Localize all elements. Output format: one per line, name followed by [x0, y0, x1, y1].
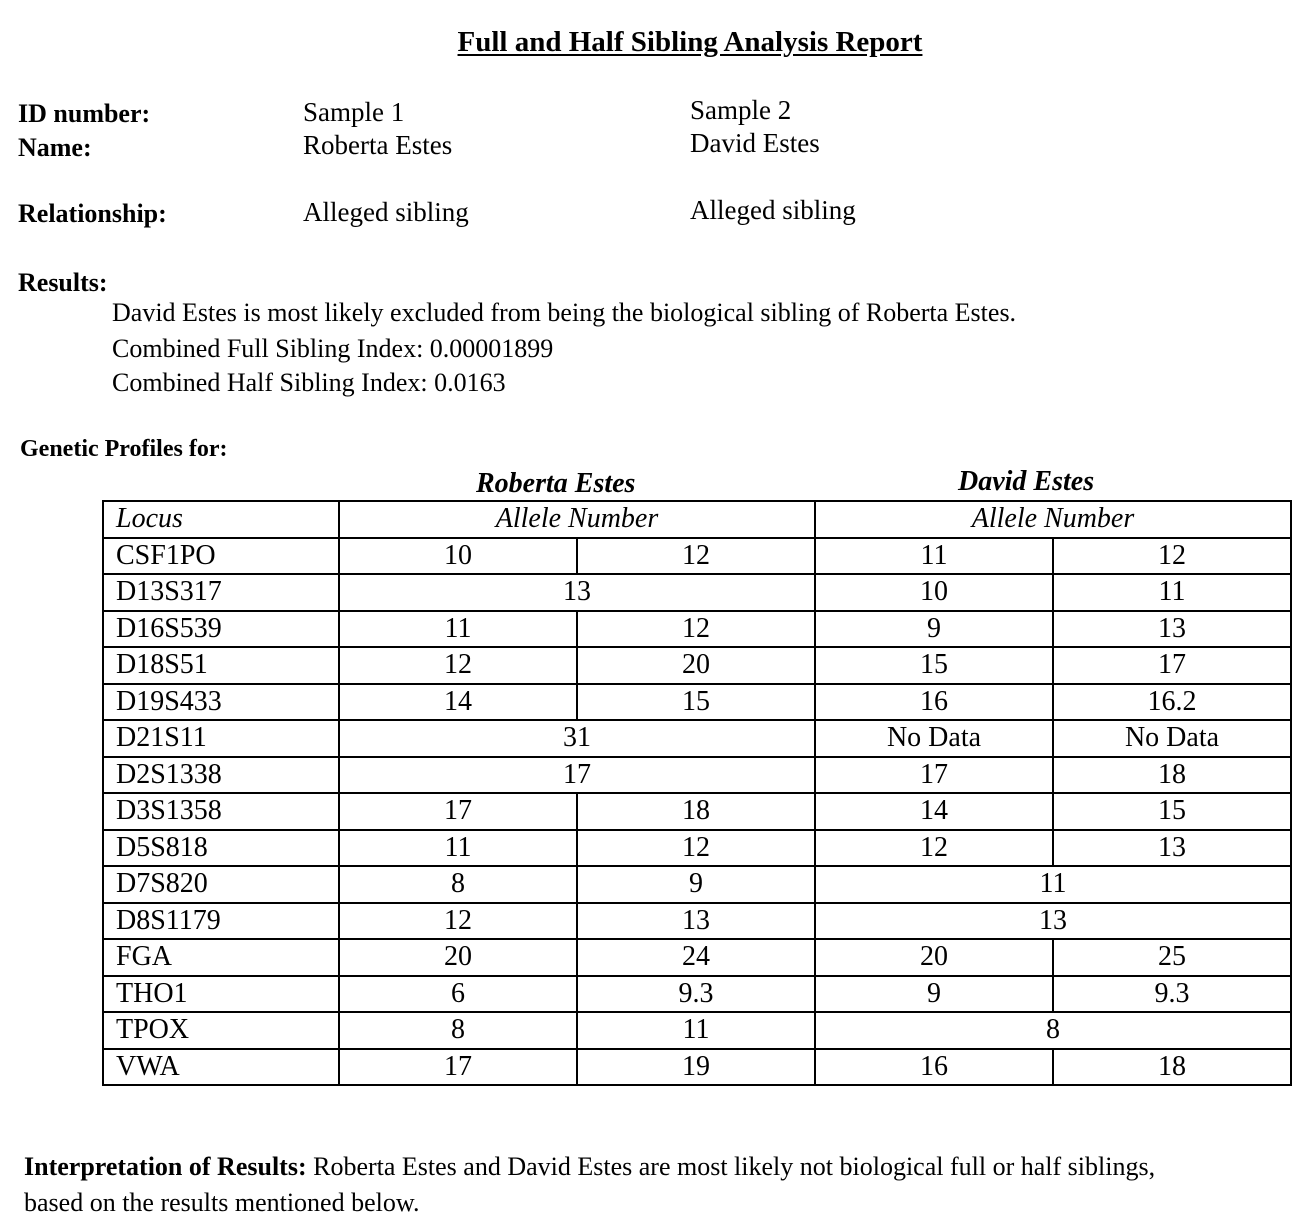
genetic-profiles-label: Genetic Profiles for: — [20, 436, 228, 462]
table-row — [103, 647, 1291, 684]
roberta-allele-cell: 17 — [339, 793, 577, 830]
david-allele-cell: 8 — [815, 1012, 1291, 1049]
david-allele-cell: 13 — [1053, 830, 1291, 867]
roberta-allele-cell: 9.3 — [577, 976, 815, 1013]
locus-cell: D18S51 — [103, 647, 339, 684]
locus-cell: D21S11 — [103, 720, 339, 757]
david-allele-cell: 10 — [815, 574, 1053, 611]
name-label: Name: — [18, 133, 92, 162]
roberta-allele-cell: 18 — [577, 793, 815, 830]
david-allele-cell: 14 — [815, 793, 1053, 830]
relationship-label: Relationship: — [18, 199, 167, 228]
locus-cell: VWA — [103, 1049, 339, 1086]
roberta-allele-cell: 12 — [339, 903, 577, 940]
david-allele-cell: 12 — [1053, 538, 1291, 575]
table-row — [103, 1012, 1291, 1049]
id-number-label: ID number: — [18, 99, 151, 128]
sample2-name: David Estes — [690, 128, 820, 158]
table-row — [103, 574, 1291, 611]
locus-cell: FGA — [103, 939, 339, 976]
roberta-allele-cell: 13 — [577, 903, 815, 940]
table-row — [103, 684, 1291, 721]
david-allele-cell: 25 — [1053, 939, 1291, 976]
sample1-id: Sample 1 — [303, 97, 405, 127]
locus-cell: TPOX — [103, 1012, 339, 1049]
david-allele-cell: 11 — [1053, 574, 1291, 611]
full-sibling-index: Combined Full Sibling Index: 0.00001899 — [112, 334, 554, 363]
half-sibling-index: Combined Half Sibling Index: 0.0163 — [112, 368, 506, 397]
david-allele-cell: 16 — [815, 684, 1053, 721]
person2-heading: David Estes — [958, 466, 1095, 497]
locus-header: Locus — [103, 501, 339, 538]
roberta-allele-cell: 11 — [577, 1012, 815, 1049]
david-allele-cell: 11 — [815, 538, 1053, 575]
roberta-allele-cell: 19 — [577, 1049, 815, 1086]
sample2-id: Sample 2 — [690, 95, 792, 125]
results-label: Results: — [18, 268, 108, 297]
table-row — [103, 830, 1291, 867]
roberta-allele-cell: 11 — [339, 830, 577, 867]
roberta-allele-cell: 20 — [577, 647, 815, 684]
roberta-allele-cell: 10 — [339, 538, 577, 575]
david-allele-cell: 15 — [1053, 793, 1291, 830]
david-allele-header: Allele Number — [815, 501, 1291, 538]
roberta-allele-cell: 8 — [339, 866, 577, 903]
roberta-allele-cell: 6 — [339, 976, 577, 1013]
david-allele-cell: 17 — [815, 757, 1053, 794]
roberta-allele-cell: 31 — [339, 720, 815, 757]
david-allele-cell: 15 — [815, 647, 1053, 684]
table-row — [103, 1049, 1291, 1086]
david-allele-cell: 12 — [815, 830, 1053, 867]
roberta-allele-cell: 11 — [339, 611, 577, 648]
interpretation-text-line2: based on the results mentioned below. — [24, 1188, 420, 1217]
roberta-allele-cell: 24 — [577, 939, 815, 976]
table-row — [103, 793, 1291, 830]
locus-cell: THO1 — [103, 976, 339, 1013]
table-row — [103, 757, 1291, 794]
sample1-relationship: Alleged sibling — [303, 197, 469, 227]
table-row — [103, 538, 1291, 575]
results-conclusion: David Estes is most likely excluded from being the biological sibling of Roberta Estes. — [112, 298, 1017, 327]
david-allele-cell: 9 — [815, 976, 1053, 1013]
interpretation — [24, 1152, 1155, 1182]
roberta-allele-cell: 17 — [339, 1049, 577, 1086]
locus-cell: D7S820 — [103, 866, 339, 903]
roberta-allele-cell: 15 — [577, 684, 815, 721]
david-allele-cell: No Data — [1053, 720, 1291, 757]
genetic-profile-table — [102, 500, 1292, 1086]
locus-cell: D3S1358 — [103, 793, 339, 830]
david-allele-cell: 16.2 — [1053, 684, 1291, 721]
david-allele-cell: 13 — [1053, 611, 1291, 648]
table-row — [103, 976, 1291, 1013]
david-allele-cell: 9.3 — [1053, 976, 1291, 1013]
roberta-allele-cell: 12 — [577, 830, 815, 867]
david-allele-cell: 17 — [1053, 647, 1291, 684]
table-row — [103, 939, 1291, 976]
roberta-allele-cell: 20 — [339, 939, 577, 976]
david-allele-cell: 9 — [815, 611, 1053, 648]
roberta-allele-cell: 14 — [339, 684, 577, 721]
locus-cell: D8S1179 — [103, 903, 339, 940]
roberta-allele-cell: 8 — [339, 1012, 577, 1049]
table-row — [103, 866, 1291, 903]
david-allele-cell: 13 — [815, 903, 1291, 940]
table-header-row — [103, 501, 1291, 538]
sample1-name: Roberta Estes — [303, 130, 453, 160]
roberta-allele-cell: 17 — [339, 757, 815, 794]
interpretation-label: Interpretation of Results: — [24, 1152, 307, 1181]
david-allele-cell: 16 — [815, 1049, 1053, 1086]
table-row — [103, 611, 1291, 648]
table-row — [103, 903, 1291, 940]
roberta-allele-header: Allele Number — [339, 501, 815, 538]
david-allele-cell: 11 — [815, 866, 1291, 903]
locus-cell: D5S818 — [103, 830, 339, 867]
interpretation-text: Roberta Estes and David Estes are most likely not biological full or half siblings, — [306, 1152, 1156, 1181]
david-allele-cell: No Data — [815, 720, 1053, 757]
david-allele-cell: 20 — [815, 939, 1053, 976]
locus-cell: D13S317 — [103, 574, 339, 611]
person1-heading: Roberta Estes — [476, 468, 636, 499]
roberta-allele-cell: 12 — [339, 647, 577, 684]
report-title: Full and Half Sibling Analysis Report — [457, 26, 923, 58]
table-row — [103, 720, 1291, 757]
roberta-allele-cell: 12 — [577, 538, 815, 575]
locus-cell: D2S1338 — [103, 757, 339, 794]
roberta-allele-cell: 9 — [577, 866, 815, 903]
roberta-allele-cell: 12 — [577, 611, 815, 648]
david-allele-cell: 18 — [1053, 757, 1291, 794]
locus-cell: D16S539 — [103, 611, 339, 648]
locus-cell: D19S433 — [103, 684, 339, 721]
roberta-allele-cell: 13 — [339, 574, 815, 611]
locus-cell: CSF1PO — [103, 538, 339, 575]
david-allele-cell: 18 — [1053, 1049, 1291, 1086]
sample2-relationship: Alleged sibling — [690, 195, 856, 225]
